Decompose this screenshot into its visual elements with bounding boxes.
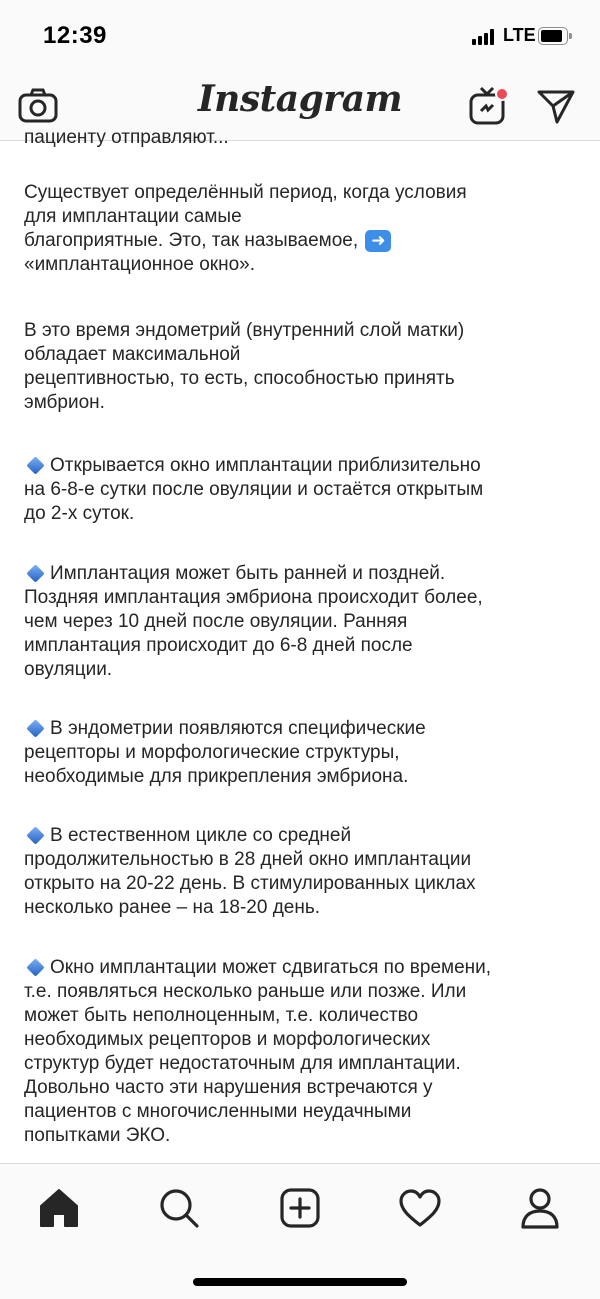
caption-line-text: «имплантационное окно». bbox=[24, 254, 255, 275]
caption-line bbox=[24, 454, 580, 478]
caption-line-text: чем через 10 дней после овуляции. Ранняя bbox=[24, 611, 408, 632]
caption-line-text: Окно имплантации может сдвигаться по времени, bbox=[50, 957, 492, 978]
caption-line bbox=[24, 634, 580, 658]
caption-line-text: необходимые для прикрепления эмбриона. bbox=[24, 766, 409, 787]
caption-line bbox=[24, 980, 580, 1004]
caption-line-text: Открывается окно имплантации приблизительно bbox=[50, 455, 481, 476]
app-logo: Instagram bbox=[197, 78, 403, 120]
home-icon[interactable] bbox=[35, 1184, 83, 1232]
status-bar bbox=[0, 0, 600, 74]
blue-diamond-icon bbox=[26, 719, 44, 737]
caption-line bbox=[24, 610, 580, 634]
caption-line bbox=[24, 181, 580, 205]
post-caption bbox=[24, 127, 580, 1163]
caption-line bbox=[24, 478, 580, 502]
caption-line-text: Довольно часто эти нарушения встречаются у bbox=[24, 1077, 433, 1098]
caption-line bbox=[24, 872, 580, 896]
caption-line bbox=[24, 1076, 580, 1100]
caption-line bbox=[24, 848, 580, 872]
caption-line-text: Существует определённый период, когда условия bbox=[24, 182, 467, 203]
caption-line-text: пациентов с многочисленными неудачными bbox=[24, 1101, 412, 1122]
home-indicator[interactable] bbox=[193, 1278, 407, 1286]
signal-strength-icon bbox=[472, 29, 498, 45]
battery-icon bbox=[538, 27, 572, 45]
caption-line bbox=[24, 253, 580, 277]
caption-line-text: для имплантации самые bbox=[24, 206, 242, 227]
caption-line bbox=[24, 502, 580, 526]
caption-line-text: В это время эндометрий (внутренний слой матки) bbox=[24, 320, 465, 341]
caption-line-text: обладает максимальной bbox=[24, 344, 241, 365]
bottom-navigation bbox=[0, 1163, 600, 1299]
caption-line-text: имплантация происходит до 6-8 дней после bbox=[24, 635, 413, 656]
caption-line-text: до 2-х суток. bbox=[24, 503, 135, 524]
caption-line-text: открыто на 20-22 день. В стимулированных циклах bbox=[24, 873, 476, 894]
right-arrow-emoji-icon: ➜ bbox=[365, 230, 391, 252]
caption-line-text: структур будет недостаточным для имплантации. bbox=[24, 1053, 461, 1074]
caption-line bbox=[24, 319, 580, 343]
caption-line bbox=[24, 717, 580, 741]
caption-paragraph bbox=[24, 562, 580, 682]
blue-diamond-icon bbox=[26, 564, 44, 582]
caption-paragraph bbox=[24, 956, 580, 1148]
caption-line-text: эмбрион. bbox=[24, 392, 105, 413]
caption-line-text: В естественном цикле со средней bbox=[50, 825, 352, 846]
caption-line bbox=[24, 391, 580, 415]
direct-message-icon[interactable] bbox=[534, 84, 578, 128]
notification-dot bbox=[496, 88, 508, 100]
caption-line bbox=[24, 741, 580, 765]
caption-line-text: рецепторы и морфологические структуры, bbox=[24, 742, 400, 763]
caption-line-text: несколько ранее – на 18-20 день. bbox=[24, 897, 321, 918]
caption-line bbox=[24, 765, 580, 789]
caption-paragraph bbox=[24, 717, 580, 789]
caption-line-text: продолжительностью в 28 дней окно имплантации bbox=[24, 849, 472, 870]
caption-line bbox=[24, 367, 580, 391]
caption-line bbox=[24, 229, 580, 253]
caption-paragraph bbox=[24, 181, 580, 277]
caption-line-text: благоприятные. Это, так называемое, bbox=[24, 230, 359, 251]
caption-line bbox=[24, 824, 580, 848]
caption-line-text: Имплантация может быть ранней и поздней. bbox=[50, 563, 446, 584]
caption-line bbox=[24, 1028, 580, 1052]
cut-off-text: пациенту отправляют... bbox=[24, 127, 229, 148]
profile-icon[interactable] bbox=[516, 1184, 564, 1232]
caption-line-text: овуляции. bbox=[24, 659, 113, 680]
caption-line bbox=[24, 896, 580, 920]
caption-line bbox=[24, 956, 580, 980]
igtv-icon[interactable] bbox=[466, 84, 510, 128]
caption-line bbox=[24, 586, 580, 610]
caption-line bbox=[24, 562, 580, 586]
caption-paragraph bbox=[24, 319, 580, 415]
status-time: 12:39 bbox=[43, 22, 107, 49]
caption-line-text: Поздняя имплантация эмбриона происходит более, bbox=[24, 587, 483, 608]
caption-line bbox=[24, 343, 580, 367]
blue-diamond-icon bbox=[26, 826, 44, 844]
search-icon[interactable] bbox=[155, 1184, 203, 1232]
caption-line bbox=[24, 205, 580, 229]
caption-line bbox=[24, 1124, 580, 1148]
caption-line bbox=[24, 1004, 580, 1028]
caption-line-text: попытками ЭКО. bbox=[24, 1125, 171, 1146]
caption-line-text: на 6-8-е сутки после овуляции и остаётся открытым bbox=[24, 479, 484, 500]
add-post-icon[interactable] bbox=[276, 1184, 324, 1232]
blue-diamond-icon bbox=[26, 958, 44, 976]
caption-line-text: может быть неполноценным, т.е. количество bbox=[24, 1005, 419, 1026]
blue-diamond-icon bbox=[26, 456, 44, 474]
caption-paragraph bbox=[24, 824, 580, 920]
caption-line-text: рецептивностью, то есть, способностью принять bbox=[24, 368, 455, 389]
caption-line-text: необходимых рецепторов и морфологических bbox=[24, 1029, 431, 1050]
heart-icon[interactable] bbox=[396, 1184, 444, 1232]
caption-line bbox=[24, 1100, 580, 1124]
caption-line-text: В эндометрии появляются специфические bbox=[50, 718, 426, 739]
network-type: LTE bbox=[503, 25, 536, 45]
caption-line bbox=[24, 658, 580, 682]
caption-line-text: т.е. появляться несколько раньше или позже. Или bbox=[24, 981, 467, 1002]
caption-line bbox=[24, 1052, 580, 1076]
caption-paragraph bbox=[24, 454, 580, 526]
